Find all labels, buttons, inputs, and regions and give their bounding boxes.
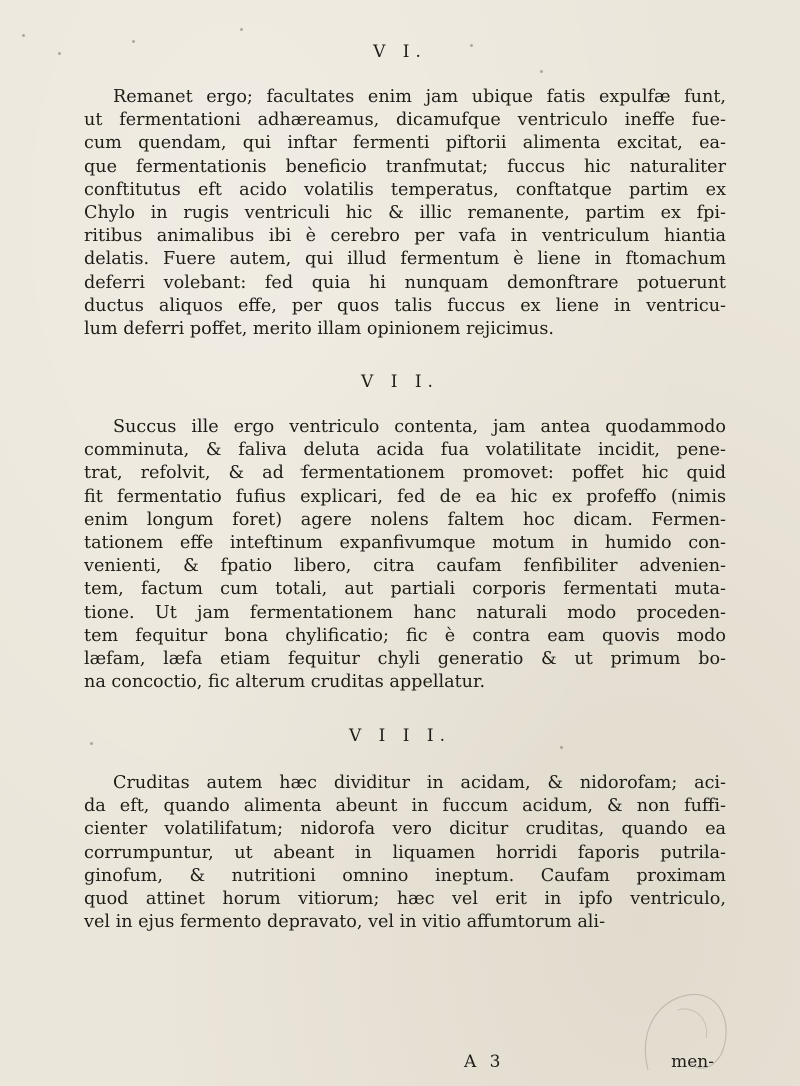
text-line: Remanet ergo; facultates enim jam ubique fatis expulfæ funt, — [113, 87, 726, 107]
text-line: deferri volebant: fed quia hi nunquam demonftrare potuerunt — [84, 272, 726, 293]
text-line: quod attinet horum vitiorum; hæc vel erit in ipfo ventriculo, — [84, 889, 726, 910]
text-line: lum deferri poffet, merito illam opinionem rejicimus. — [84, 319, 554, 340]
section-heading-8: V I I I. — [348, 726, 452, 746]
text-line: na concoctio, fic alterum cruditas appellatur. — [84, 672, 486, 693]
text-line: tione. Ut jam fermentationem hanc naturali modo proceden- — [84, 602, 726, 623]
section-heading-7: V I I. — [361, 372, 439, 392]
text-line: venienti, & fpatio libero, citra caufam fenfibiliter advenien- — [84, 556, 726, 577]
text-line: delatis. Fuere autem, qui illud fermentum è liene in ftomachum — [84, 249, 726, 270]
text-line: comminuta, & faliva deluta acida fua volatilitate incidit, pene- — [84, 440, 726, 461]
text-line: que fermentationis beneficio tranfmutat; fuccus hic naturaliter — [84, 156, 726, 177]
text-line: ductus aliquos effe, per quos talis fuccus ex liene in ventricu- — [84, 295, 726, 316]
text-line: cienter volatilifatum; nidorofa vero dicitur cruditas, quando ea — [84, 819, 726, 840]
text-line: vel in ejus fermento depravato, vel in vitio affumtorum ali- — [84, 912, 606, 933]
paragraph-section-6 — [84, 86, 726, 341]
section-heading-6: V I. — [373, 42, 427, 62]
text-line: tem, factum cum totali, aut partiali corporis fermentati muta- — [84, 579, 726, 600]
text-line: da eft, quando alimenta abeunt in fuccum acidum, & non fuffi- — [84, 796, 726, 817]
paper-speck — [22, 34, 25, 37]
text-line: Chylo in rugis ventriculi hic & illic remanente, partim ex fpi- — [84, 203, 726, 224]
paper-speck — [240, 28, 243, 31]
text-line: Succus ille ergo ventriculo contenta, jam antea quodammodo — [113, 417, 726, 437]
text-line: læfam, læfa etiam fequitur chyli generatio & ut primum bo- — [84, 649, 726, 670]
paragraph-section-8 — [84, 772, 726, 934]
text-line: trat, refolvit, & ad fermentationem promovet: poffet hic quid — [84, 463, 726, 484]
faint-pencil-sketch — [618, 940, 758, 1080]
text-line: enim longum foret) agere nolens faltem hoc dicam. Fermen- — [84, 509, 726, 530]
text-line: ginofum, & nutritioni omnino ineptum. Caufam proximam — [84, 865, 726, 886]
catchword: men- — [671, 1052, 714, 1072]
paragraph-section-7 — [84, 416, 726, 694]
text-line: ut fermentationi adhæreamus, dicamufque ventriculo ineffe fue- — [84, 110, 726, 131]
signature-mark: A 3 — [464, 1052, 505, 1072]
text-line: conftitutus eft acido volatilis temperatus, conftatque partim ex — [84, 179, 726, 200]
paper-speck — [560, 746, 563, 749]
text-line: cum quendam, qui inftar fermenti piftorii alimenta excitat, ea- — [84, 133, 726, 154]
text-line: tem fequitur bona chylificatio; fic è contra eam quovis modo — [84, 625, 726, 646]
text-line: corrumpuntur, ut abeant in liquamen horridi faporis putrila- — [84, 842, 726, 863]
text-line: tationem effe inteftinum expanfivumque motum in humido con- — [84, 533, 726, 554]
text-line: Cruditas autem hæc dividitur in acidam, & nidorofam; aci- — [113, 773, 726, 793]
text-line: fit fermentatio fufius explicari, fed de ea hic ex profeffo (nimis — [84, 486, 726, 507]
paper-speck — [540, 70, 543, 73]
text-line: ritibus animalibus ibi è cerebro per vafa in ventriculum hiantia — [84, 226, 726, 247]
